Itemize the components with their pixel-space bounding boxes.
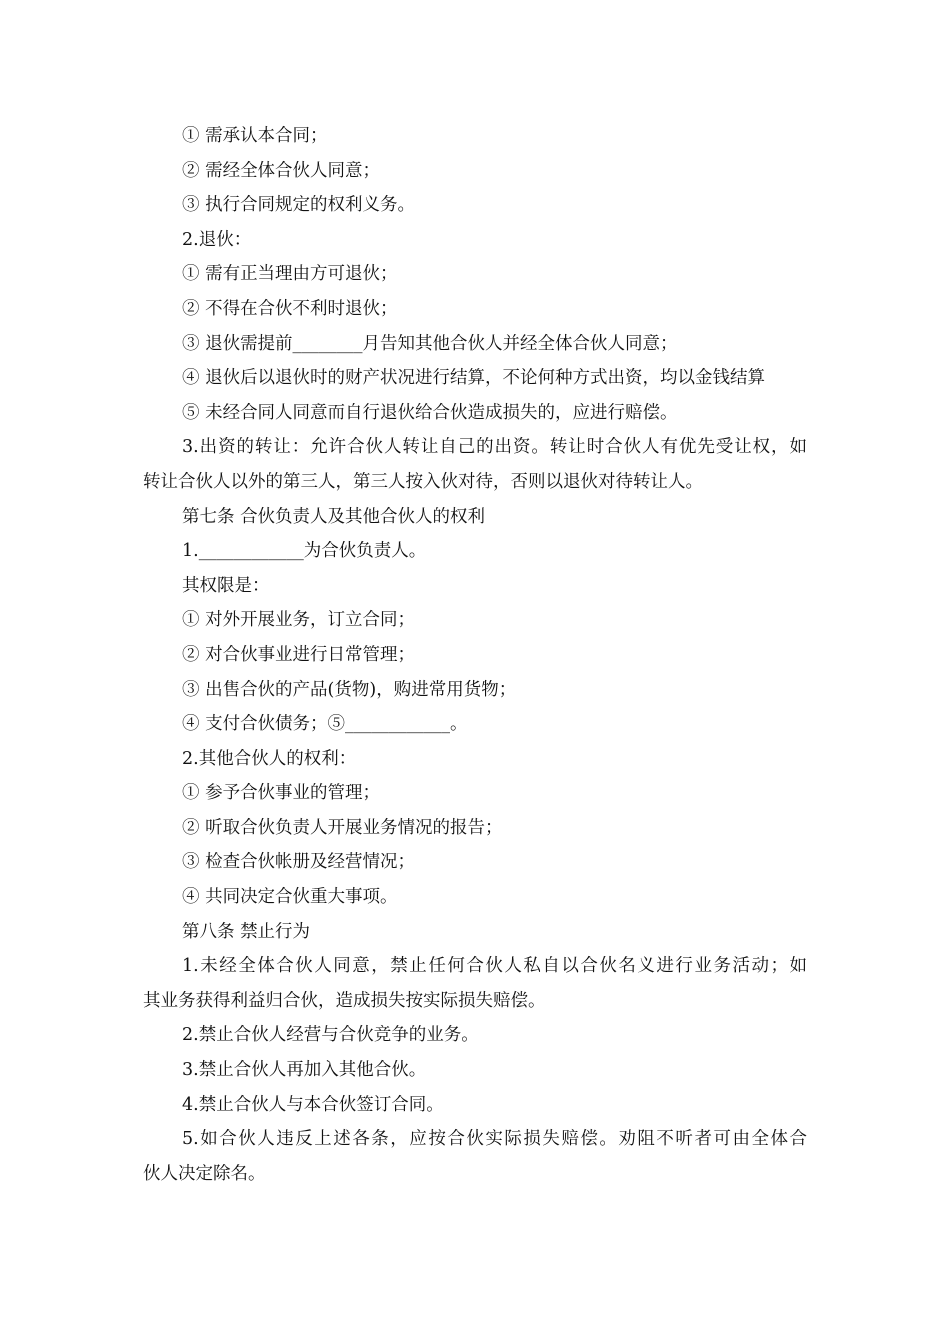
list-item: ② 需经全体合伙人同意； [182, 160, 381, 181]
paragraph-line: 1.____________为合伙负责人。 [182, 541, 427, 562]
list-item: ③ 检查合伙帐册及经营情况； [182, 852, 416, 873]
list-item: ① 参予合伙事业的管理； [182, 783, 381, 804]
paragraph-line: 其权限是： [182, 575, 270, 596]
list-item: ② 对合伙事业进行日常管理； [182, 644, 416, 665]
list-item: ① 需有正当理由方可退伙； [182, 264, 398, 285]
section-heading: 2.退伙： [182, 229, 252, 250]
paragraph-line: 2.禁止合伙人经营与合伙竞争的业务。 [182, 1025, 479, 1046]
paragraph-line: 转让合伙人以外的第三人，第三人按入伙对待，否则以退伙对待转让人。 [143, 471, 703, 492]
list-item: ① 需承认本合同； [182, 126, 328, 146]
list-item: ② 不得在合伙不利时退伙； [182, 298, 398, 319]
list-item: ② 听取合伙负责人开展业务情况的报告； [182, 817, 503, 838]
list-item: ⑤ 未经合同人同意而自行退伙给合伙造成损失的，应进行赔偿。 [182, 402, 678, 423]
paragraph-line: 其业务获得利益归合伙，造成损失按实际损失赔偿。 [143, 990, 546, 1011]
paragraph-line: 1.未经全体合伙人同意，禁止任何合伙人私自以合伙名义进行业务活动；如 [182, 956, 807, 977]
paragraph-line: 伙人决定除名。 [143, 1163, 266, 1184]
list-item: ③ 执行合同规定的权利义务。 [182, 195, 416, 216]
paragraph-line: 4.禁止合伙人与本合伙签订合同。 [182, 1094, 444, 1115]
article-heading: 第八条 禁止行为 [182, 921, 311, 942]
article-heading: 第七条 合伙负责人及其他合伙人的权利 [182, 506, 486, 527]
list-item: ③ 退伙需提前________月告知其他合伙人并经全体合伙人同意； [182, 333, 678, 354]
list-item: ④ 退伙后以退伙时的财产状况进行结算，不论何种方式出资，均以金钱结算 [182, 368, 766, 389]
list-item: ④ 支付合伙债务；⑤____________。 [182, 714, 468, 735]
list-item: ① 对外开展业务，订立合同； [182, 610, 416, 631]
list-item: ③ 出售合伙的产品(货物)，购进常用货物； [182, 679, 517, 700]
document-body [143, 119, 807, 1191]
section-heading: 2.其他合伙人的权利： [182, 748, 357, 769]
list-item: ④ 共同决定合伙重大事项。 [182, 887, 398, 908]
paragraph-line: 3.出资的转让：允许合伙人转让自己的出资。转让时合伙人有优先受让权，如 [182, 437, 807, 458]
paragraph-line: 3.禁止合伙人再加入其他合伙。 [182, 1060, 427, 1081]
paragraph-line: 5.如合伙人违反上述各条，应按合伙实际损失赔偿。劝阻不听者可由全体合 [182, 1129, 807, 1150]
